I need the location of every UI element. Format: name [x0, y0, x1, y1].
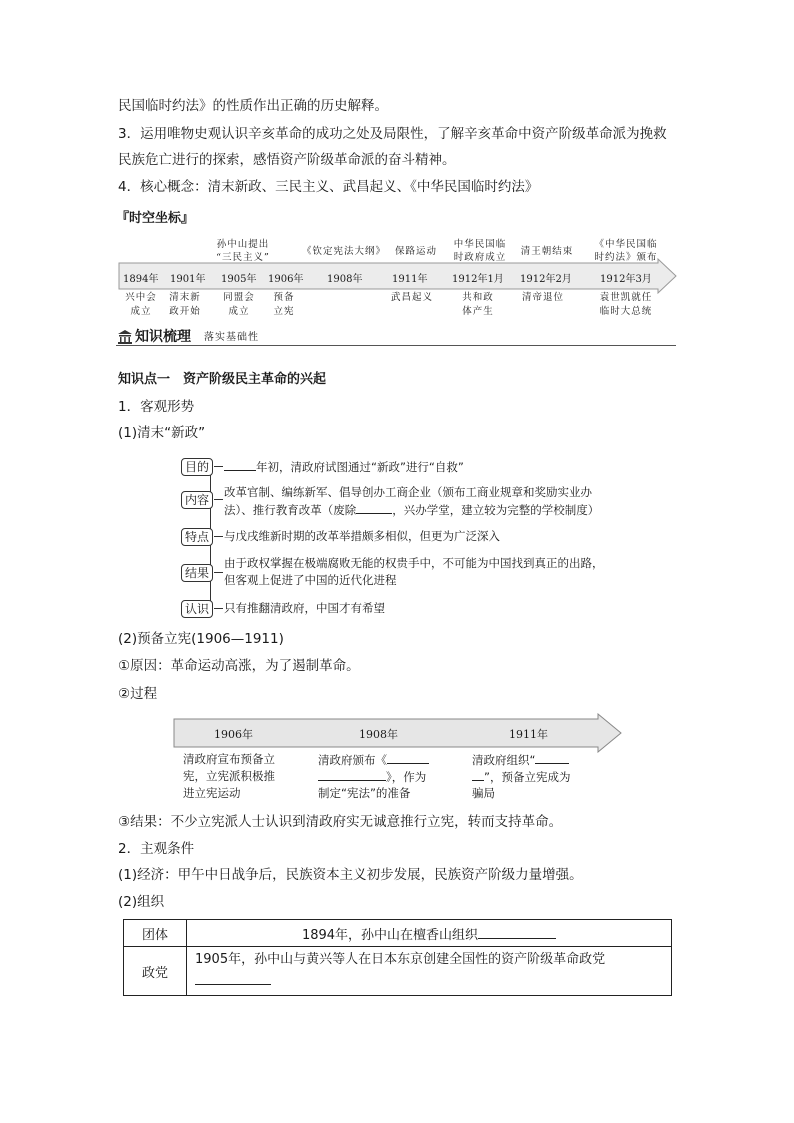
intro-line-3: 民族危亡进行的探索，感悟资产阶级革命派的奋斗精神。 — [118, 152, 456, 168]
intro-line-2: 3．运用唯物史观认识辛亥革命的成功之处及局限性，了解辛亥革命中资产阶级革命派为挽救 — [118, 126, 667, 142]
tag-insight: 认识 — [181, 600, 213, 618]
kp1-subheading-newpolicy: (1)清末“新政” — [118, 425, 206, 441]
timeline-date: 1908年 — [327, 274, 363, 285]
tag-purpose: 目的 — [181, 458, 213, 476]
intro-line-4: 4．核心概念：清末新政、三民主义、武昌起义、《中华民国临时约法》 — [118, 179, 539, 195]
tag-feature: 特点 — [181, 528, 213, 546]
blank-outline-2[interactable] — [318, 768, 386, 781]
timeline-below-8: 袁世凯就任 临时大总统 — [599, 292, 653, 317]
timeline-date: 1905年 — [221, 274, 257, 285]
kp1-title: 知识点一 资产阶级民主革命的兴起 — [118, 372, 327, 387]
section-divider — [116, 345, 676, 346]
newpolicy-result-line1: 由于政权掌握在极端腐败无能的权贵手中，不可能为中国找到真正的出路， — [224, 556, 604, 570]
table-row — [124, 920, 672, 947]
blank-outline[interactable] — [387, 751, 429, 764]
timeline-above-3: 保路运动 — [394, 246, 437, 257]
process-col3-line1: 清政府组织“ — [472, 751, 569, 769]
timeline-below-2: 清末新 政开始 — [169, 292, 201, 317]
timeline-above-2: 《钦定宪法大纲》 — [301, 246, 386, 257]
newpolicy-purpose-text: 年初，清政府试图通过“新政”进行“自救” — [224, 458, 464, 476]
blank-tongmenghui[interactable] — [195, 972, 271, 985]
timeline-date: 1912年3月 — [600, 274, 652, 285]
timeline-date: 1911年 — [392, 274, 428, 285]
constitution-title: (2)预备立宪(1906—1911) — [118, 631, 284, 647]
kp1-heading-objective: 1．客观形势 — [118, 399, 195, 415]
constitution-reason: ①原因：革命运动高涨，为了遏制革命。 — [118, 658, 360, 674]
tag-content: 内容 — [181, 491, 213, 509]
newpolicy-result-line2: 但客观上促进了中国的近代化进程 — [224, 573, 397, 587]
section-header-knowledge — [116, 328, 676, 348]
timeline-above-5: 清王朝结束 — [520, 246, 574, 257]
timeline-below-6: 共和政 体产生 — [462, 292, 494, 317]
timeline-below-5: 武昌起义 — [390, 292, 433, 303]
timeline-date: 1912年1月 — [452, 274, 504, 285]
timeline-below-3: 同盟会 成立 — [223, 292, 255, 317]
table-row — [124, 947, 672, 996]
blank-year[interactable] — [224, 458, 256, 471]
timeline-above-6: 《中华民国临 时约法》颁布 — [594, 239, 658, 263]
building-icon — [118, 330, 132, 344]
timeline-date: 1894年 — [123, 274, 159, 285]
process-date-1911: 1911年 — [509, 728, 548, 741]
subjective-economy: (1)经济：甲午中日战争后，民族资本主义初步发展，民族资产阶级力量增强。 — [118, 867, 583, 883]
org-text-party: 1905年，孙中山与黄兴等人在日本东京创建全国性的资产阶级革命政党 — [187, 947, 672, 996]
org-text-group: 1894年，孙中山在檀香山组织 — [187, 920, 672, 947]
connector-stub — [214, 536, 223, 537]
timeline-date: 1906年 — [268, 274, 304, 285]
process-col3-line3: 骗局 — [472, 786, 495, 800]
blank-xingzhonghui[interactable] — [478, 926, 556, 939]
blank-abolish[interactable] — [356, 501, 392, 514]
timeline-date: 1912年2月 — [520, 274, 572, 285]
org-label-party: 政党 — [124, 947, 187, 996]
process-date-1906: 1906年 — [214, 728, 253, 741]
connector-stub — [214, 466, 223, 467]
process-col1-line1: 清政府宣布预备立 — [183, 752, 275, 766]
constitution-result: ③结果：不少立宪派人士认识到清政府实无诚意推行立宪，转而支持革命。 — [118, 814, 563, 830]
tag-result: 结果 — [181, 564, 213, 582]
subjective-heading: 2．主观条件 — [118, 841, 195, 857]
newpolicy-content-line2: 法）、推行教育改革（废除 ，兴办学堂，建立较为完整的学校制度） — [224, 503, 600, 517]
process-col2-line2: 》，作为 — [318, 768, 426, 786]
blank-cabinet-2[interactable] — [472, 768, 484, 781]
section-subtitle: 落实基础性 — [204, 332, 259, 343]
blank-cabinet[interactable] — [535, 751, 569, 764]
timeline-above-4: 中华民国临 时政府成立 — [453, 239, 507, 263]
section-title-knowledge: 知识梳理 — [135, 329, 191, 345]
timeline-below-1: 兴中会 成立 — [125, 292, 157, 317]
newpolicy-feature-text: 与戊戌维新时期的改革举措颇多相似，但更为广泛深入 — [224, 529, 500, 543]
timeline-date: 1901年 — [170, 274, 206, 285]
org-label-group: 团体 — [124, 920, 187, 947]
org-table — [123, 919, 672, 996]
subjective-org: (2)组织 — [118, 894, 165, 910]
process-date-1908: 1908年 — [359, 728, 398, 741]
connector-stub — [214, 572, 223, 573]
process-col2-line1: 清政府颁布《 — [318, 751, 429, 769]
timeline-below-7: 清帝退位 — [521, 292, 564, 303]
timeline-above-1: 孙中山提出 “三民主义” — [216, 239, 270, 263]
process-col2-line3: 制定“宪法”的准备 — [318, 786, 411, 800]
process-col3-line2: ”，预备立宪成为 — [472, 768, 570, 786]
intro-line-1: 民国临时约法》的性质作出正确的历史解释。 — [118, 98, 388, 114]
connector-stub — [214, 499, 223, 500]
process-col1-line3: 进立宪运动 — [183, 786, 241, 800]
constitution-process: ②过程 — [118, 686, 158, 702]
timeline-below-4: 预备 立宪 — [273, 292, 295, 317]
section-title-timeline: 『时空坐标』 — [116, 211, 195, 226]
process-col1-line2: 宪，立宪派积极推 — [183, 769, 275, 783]
newpolicy-insight-text: 只有推翻清政府，中国才有希望 — [224, 601, 385, 615]
connector-stub — [214, 608, 223, 609]
newpolicy-content-line1: 改革官制、编练新军、倡导创办工商企业（颁布工商业规章和奖励实业办 — [224, 485, 592, 499]
